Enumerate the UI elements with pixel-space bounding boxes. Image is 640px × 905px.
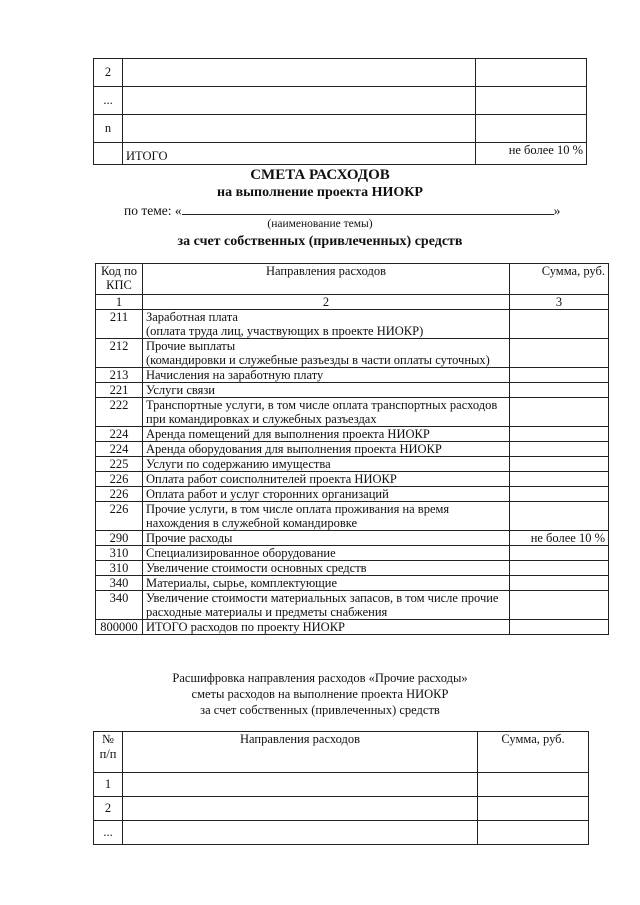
row-number: 2 bbox=[94, 59, 123, 87]
breakdown-table bbox=[93, 731, 589, 845]
table-row bbox=[94, 115, 587, 143]
header-direction: Направления расходов bbox=[123, 732, 478, 773]
expense-direction-line: Услуги связи bbox=[146, 383, 215, 397]
expense-direction-line: Услуги по содержанию имущества bbox=[146, 457, 331, 471]
funding-source: за счет собственных (привлеченных) средств bbox=[177, 234, 463, 249]
header-sum: Сумма, руб. bbox=[478, 732, 589, 773]
expense-direction-line: Прочие расходы bbox=[146, 531, 233, 545]
expense-code: 340 bbox=[96, 576, 143, 591]
row-number: 1 bbox=[94, 773, 123, 797]
estimate-header-row bbox=[96, 264, 609, 295]
expense-code: 310 bbox=[96, 546, 143, 561]
expense-sum-cell[interactable]: не более 10 % bbox=[510, 531, 609, 546]
expense-sum-cell[interactable] bbox=[510, 487, 609, 502]
row-value-cell[interactable] bbox=[478, 821, 589, 845]
expense-sum-cell[interactable] bbox=[510, 620, 609, 635]
row-value-cell[interactable] bbox=[478, 797, 589, 821]
row-name-cell[interactable] bbox=[123, 821, 478, 845]
expense-sum-cell[interactable] bbox=[510, 472, 609, 487]
table-row bbox=[96, 546, 609, 561]
row-number: 2 bbox=[94, 797, 123, 821]
expense-code: 225 bbox=[96, 457, 143, 472]
table-row bbox=[96, 487, 609, 502]
table-row bbox=[96, 472, 609, 487]
expense-direction-line: (командировки и служебные разъезды в части оплаты суточных) bbox=[146, 353, 490, 367]
expense-direction bbox=[143, 398, 510, 427]
expense-code: 310 bbox=[96, 561, 143, 576]
row-name-cell[interactable] bbox=[123, 797, 478, 821]
expense-direction-line: расходные материалы и предметы снабжения bbox=[146, 605, 388, 619]
topic-suffix: » bbox=[553, 203, 561, 218]
table-row bbox=[96, 339, 609, 368]
row-name-cell[interactable] bbox=[123, 115, 476, 143]
expense-direction bbox=[143, 442, 510, 457]
expense-code: 222 bbox=[96, 398, 143, 427]
expense-direction bbox=[143, 576, 510, 591]
table-row bbox=[96, 591, 609, 620]
expense-direction-line: (оплата труда лиц, участвующих в проекте НИОКР) bbox=[146, 324, 424, 338]
top-table bbox=[93, 58, 587, 165]
expense-direction bbox=[143, 561, 510, 576]
table-row bbox=[94, 821, 589, 845]
table-row bbox=[96, 531, 609, 546]
expense-direction-line: Аренда оборудования для выполнения проекта НИОКР bbox=[146, 442, 442, 456]
topic-note: (наименование темы) bbox=[267, 218, 373, 230]
estimate-title: СМЕТА РАСХОДОВ bbox=[250, 167, 390, 183]
breakdown-line-1: Расшифровка направления расходов «Прочие расходы» bbox=[172, 671, 468, 685]
number-code: 1 bbox=[96, 295, 143, 310]
row-name-cell[interactable] bbox=[123, 87, 476, 115]
expense-direction-line: ИТОГО расходов по проекту НИОКР bbox=[146, 620, 345, 634]
expense-sum-cell[interactable] bbox=[510, 383, 609, 398]
expense-sum-cell[interactable] bbox=[510, 310, 609, 339]
row-value-cell[interactable] bbox=[478, 773, 589, 797]
expense-sum-cell[interactable] bbox=[510, 546, 609, 561]
row-name-cell[interactable] bbox=[123, 59, 476, 87]
expense-direction bbox=[143, 531, 510, 546]
expense-code: 224 bbox=[96, 427, 143, 442]
expense-direction bbox=[143, 368, 510, 383]
breakdown-header-row bbox=[94, 732, 589, 773]
expense-code: 226 bbox=[96, 487, 143, 502]
expense-direction bbox=[143, 620, 510, 635]
expense-direction-line: Аренда помещений для выполнения проекта НИОКР bbox=[146, 427, 430, 441]
expense-direction-line: Увеличение стоимости основных средств bbox=[146, 561, 367, 575]
expense-code: 212 bbox=[96, 339, 143, 368]
expense-direction-line: при командировках и служебных разъездах bbox=[146, 412, 377, 426]
total-number bbox=[94, 143, 123, 165]
expense-direction-line: Оплата работ соисполнителей проекта НИОКР bbox=[146, 472, 397, 486]
total-value: не более 10 % bbox=[476, 143, 587, 165]
expense-direction bbox=[143, 546, 510, 561]
expense-direction bbox=[143, 591, 510, 620]
expense-direction-line: нахождения в служебной командировке bbox=[146, 516, 358, 530]
header-sum: Сумма, руб. bbox=[510, 264, 609, 295]
row-number: n bbox=[94, 115, 123, 143]
table-row bbox=[96, 310, 609, 339]
header-code: Код по КПС bbox=[96, 264, 143, 295]
expense-direction-line: Заработная плата bbox=[146, 310, 238, 324]
table-row bbox=[96, 620, 609, 635]
expense-direction-line: Прочие услуги, в том числе оплата проживания на время bbox=[146, 502, 450, 516]
expense-direction bbox=[143, 310, 510, 339]
table-row bbox=[96, 383, 609, 398]
expense-sum-cell[interactable] bbox=[510, 339, 609, 368]
estimate-subtitle: на выполнение проекта НИОКР bbox=[217, 185, 423, 200]
row-value-cell[interactable] bbox=[476, 87, 587, 115]
topic-blank[interactable] bbox=[182, 202, 554, 215]
table-row bbox=[96, 398, 609, 427]
table-row bbox=[96, 442, 609, 457]
expense-code: 226 bbox=[96, 472, 143, 487]
table-row bbox=[96, 368, 609, 383]
expense-direction-line: Транспортные услуги, в том числе оплата транспортных расходов bbox=[146, 398, 498, 412]
expense-sum-cell[interactable] bbox=[510, 561, 609, 576]
number-direction: 2 bbox=[143, 295, 510, 310]
breakdown-line-2: сметы расходов на выполнение проекта НИОКР bbox=[191, 687, 449, 701]
row-value-cell[interactable] bbox=[476, 59, 587, 87]
table-row bbox=[96, 457, 609, 472]
expense-sum-cell[interactable] bbox=[510, 442, 609, 457]
table-row bbox=[96, 561, 609, 576]
topic-line bbox=[124, 202, 560, 219]
table-row bbox=[96, 502, 609, 531]
expense-code: 224 bbox=[96, 442, 143, 457]
expense-sum-cell[interactable] bbox=[510, 398, 609, 427]
expense-direction bbox=[143, 383, 510, 398]
expense-direction-line: Материалы, сырье, комплектующие bbox=[146, 576, 338, 590]
expense-direction-line: Специализированное оборудование bbox=[146, 546, 336, 560]
expense-code: 213 bbox=[96, 368, 143, 383]
expense-sum-cell[interactable] bbox=[510, 427, 609, 442]
expense-direction-line: Увеличение стоимости материальных запасов, в том числе прочие bbox=[146, 591, 499, 605]
total-row bbox=[94, 143, 587, 165]
expense-direction bbox=[143, 457, 510, 472]
expense-code: 340 bbox=[96, 591, 143, 620]
estimate-number-row bbox=[96, 295, 609, 310]
header-num: № п/п bbox=[94, 732, 123, 773]
expense-code: 221 bbox=[96, 383, 143, 398]
table-row bbox=[94, 773, 589, 797]
table-row bbox=[94, 59, 587, 87]
expense-direction-line: Оплата работ и услуг сторонних организаций bbox=[146, 487, 389, 501]
total-label: ИТОГО bbox=[123, 143, 476, 165]
expense-code: 800000 bbox=[96, 620, 143, 635]
expense-direction bbox=[143, 339, 510, 368]
expense-direction-line: Прочие выплаты bbox=[146, 339, 236, 353]
expense-direction bbox=[143, 472, 510, 487]
table-row bbox=[94, 87, 587, 115]
expense-direction-line: Начисления на заработную плату bbox=[146, 368, 324, 382]
expense-direction bbox=[143, 502, 510, 531]
expense-sum-cell[interactable] bbox=[510, 591, 609, 620]
expense-sum-cell[interactable] bbox=[510, 457, 609, 472]
breakdown-line-3: за счет собственных (привлеченных) средств bbox=[200, 703, 440, 717]
row-number: ... bbox=[94, 821, 123, 845]
expense-sum-cell[interactable] bbox=[510, 576, 609, 591]
table-row bbox=[96, 576, 609, 591]
expense-sum-cell[interactable] bbox=[510, 502, 609, 531]
expense-direction bbox=[143, 427, 510, 442]
expense-code: 226 bbox=[96, 502, 143, 531]
expense-direction bbox=[143, 487, 510, 502]
estimate-table bbox=[95, 263, 609, 635]
table-row bbox=[96, 427, 609, 442]
expense-code: 211 bbox=[96, 310, 143, 339]
number-sum: 3 bbox=[510, 295, 609, 310]
expense-code: 290 bbox=[96, 531, 143, 546]
topic-prefix: по теме: « bbox=[124, 203, 182, 218]
row-name-cell[interactable] bbox=[123, 773, 478, 797]
row-number: ... bbox=[94, 87, 123, 115]
row-value-cell[interactable] bbox=[476, 115, 587, 143]
table-row bbox=[94, 797, 589, 821]
expense-sum-cell[interactable] bbox=[510, 368, 609, 383]
header-direction: Направления расходов bbox=[143, 264, 510, 295]
